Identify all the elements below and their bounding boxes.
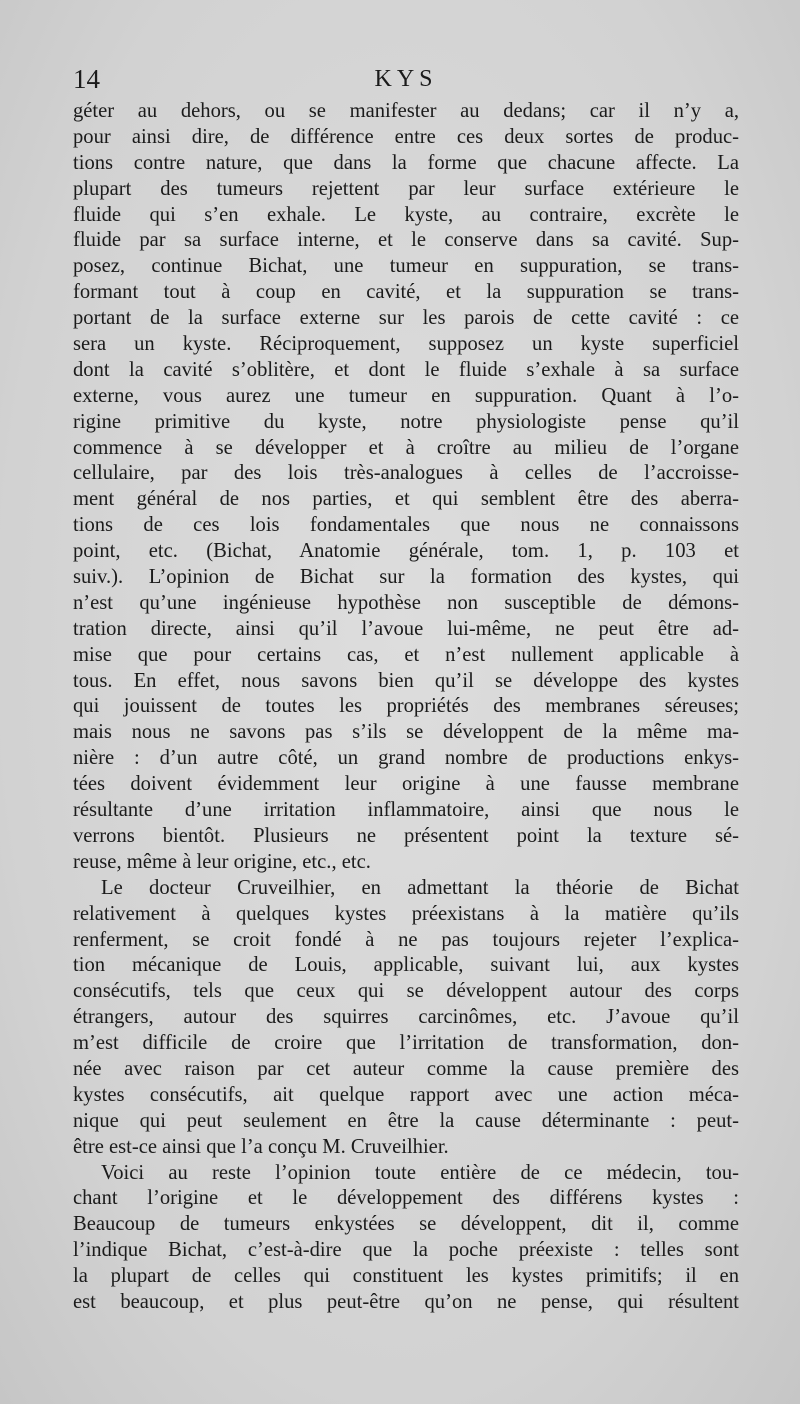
text-line: verrons bientôt. Plusieurs ne présentent point la texture sé- xyxy=(73,824,739,847)
text-line: mais nous ne savons pas s’ils se développent de la même ma- xyxy=(73,721,739,744)
text-line: tion mécanique de Louis, applicable, suivant lui, aux kystes xyxy=(73,954,739,977)
text-line: m’est difficile de croire que l’irritation de transformation, don- xyxy=(73,1032,739,1055)
text-line: fluide par sa surface interne, et le conserve dans sa cavité. Sup- xyxy=(73,229,739,252)
body-text xyxy=(73,99,739,1316)
text-line: renferment, se croit fondé à ne pas toujours rejeter l’explica- xyxy=(73,928,739,951)
text-line: tions de ces lois fondamentales que nous ne connaissons xyxy=(73,514,739,537)
text-line: Beaucoup de tumeurs enkystées se développent, dit il, comme xyxy=(73,1213,739,1236)
text-line: mise que pour certains cas, et n’est nullement applicable à xyxy=(73,643,739,666)
text-line: portant de la surface externe sur les parois de cette cavité : ce xyxy=(73,307,739,330)
text-line: être est-ce ainsi que l’a conçu M. Cruveilhier. xyxy=(73,1135,449,1158)
text-line: reuse, même à leur origine, etc., etc. xyxy=(73,850,371,873)
text-line: Le docteur Cruveilhier, en admettant la théorie de Bichat xyxy=(101,876,739,899)
text-line: fluide qui s’en exhale. Le kyste, au contraire, excrète le xyxy=(73,203,739,226)
text-line: tions contre nature, que dans la forme que chacune affecte. La xyxy=(73,151,739,174)
text-line: étrangers, autour des squirres carcinômes, etc. J’avoue qu’il xyxy=(73,1006,739,1029)
text-line: cellulaire, par des lois très-analogues à celles de l’accroisse- xyxy=(73,462,739,485)
text-line: rigine primitive du kyste, notre physiologiste pense qu’il xyxy=(73,410,739,433)
text-line: chant l’origine et le développement des différens kystes : xyxy=(73,1187,739,1210)
text-line: qui jouissent de toutes les propriétés des membranes séreuses; xyxy=(73,695,739,718)
text-line: née avec raison par cet auteur comme la cause première des xyxy=(73,1057,739,1080)
text-line: sera un kyste. Réciproquement, supposez un kyste superficiel xyxy=(73,333,739,356)
text-line: commence à se développer et à croître au milieu de l’organe xyxy=(73,436,739,459)
text-line: ment général de nos parties, et qui semblent être des aberra- xyxy=(73,488,739,511)
text-line: consécutifs, tels que ceux qui se développent autour des corps xyxy=(73,980,739,1003)
text-line: suiv.). L’opinion de Bichat sur la formation des kystes, qui xyxy=(73,566,739,589)
text-line: Voici au reste l’opinion toute entière de ce médecin, tou- xyxy=(101,1161,739,1184)
text-line: n’est qu’une ingénieuse hypothèse non susceptible de démons- xyxy=(73,591,739,614)
page-number: 14 xyxy=(73,64,100,94)
text-line: tous. En effet, nous savons bien qu’il se développe des kystes xyxy=(73,669,739,692)
running-head: KYS xyxy=(374,66,438,92)
text-line: formant tout à coup en cavité, et la suppuration se trans- xyxy=(73,281,739,304)
text-line: tées doivent évidemment leur origine à une fausse membrane xyxy=(73,773,739,796)
text-line: plupart des tumeurs rejettent par leur surface extérieure le xyxy=(73,177,739,200)
text-line: géter au dehors, ou se manifester au dedans; car il n’y a, xyxy=(73,100,739,122)
text-line: relativement à quelques kystes préexistans à la matière qu’ils xyxy=(73,902,739,925)
text-line: externe, vous aurez une tumeur en suppuration. Quant à l’o- xyxy=(73,384,739,407)
text-line: la plupart de celles qui constituent les kystes primitifs; il en xyxy=(73,1265,739,1288)
text-line: l’indique Bichat, c’est-à-dire que la poche préexiste : telles sont xyxy=(73,1239,739,1262)
text-line: point, etc. (Bichat, Anatomie générale, tom. 1, p. 103 et xyxy=(73,540,739,563)
text-line: dont la cavité s’oblitère, et dont le fluide s’exhale à sa surface xyxy=(73,358,739,381)
text-line: tration directe, ainsi qu’il l’avoue lui-même, ne peut être ad- xyxy=(73,617,739,640)
page-header xyxy=(73,62,739,96)
text-line: posez, continue Bichat, une tumeur en suppuration, se trans- xyxy=(73,255,739,278)
text-line: pour ainsi dire, de différence entre ces deux sortes de produc- xyxy=(73,125,739,148)
text-line: nière : d’un autre côté, un grand nombre de productions enkys- xyxy=(73,747,739,770)
text-line: kystes consécutifs, ait quelque rapport avec une action méca- xyxy=(73,1083,739,1106)
text-line: résultante d’une irritation inflammatoire, ainsi que nous le xyxy=(73,799,739,822)
text-line: nique qui peut seulement en être la cause déterminante : peut- xyxy=(73,1109,739,1132)
text-line: est beaucoup, et plus peut-être qu’on ne pense, qui résultent xyxy=(73,1290,739,1313)
